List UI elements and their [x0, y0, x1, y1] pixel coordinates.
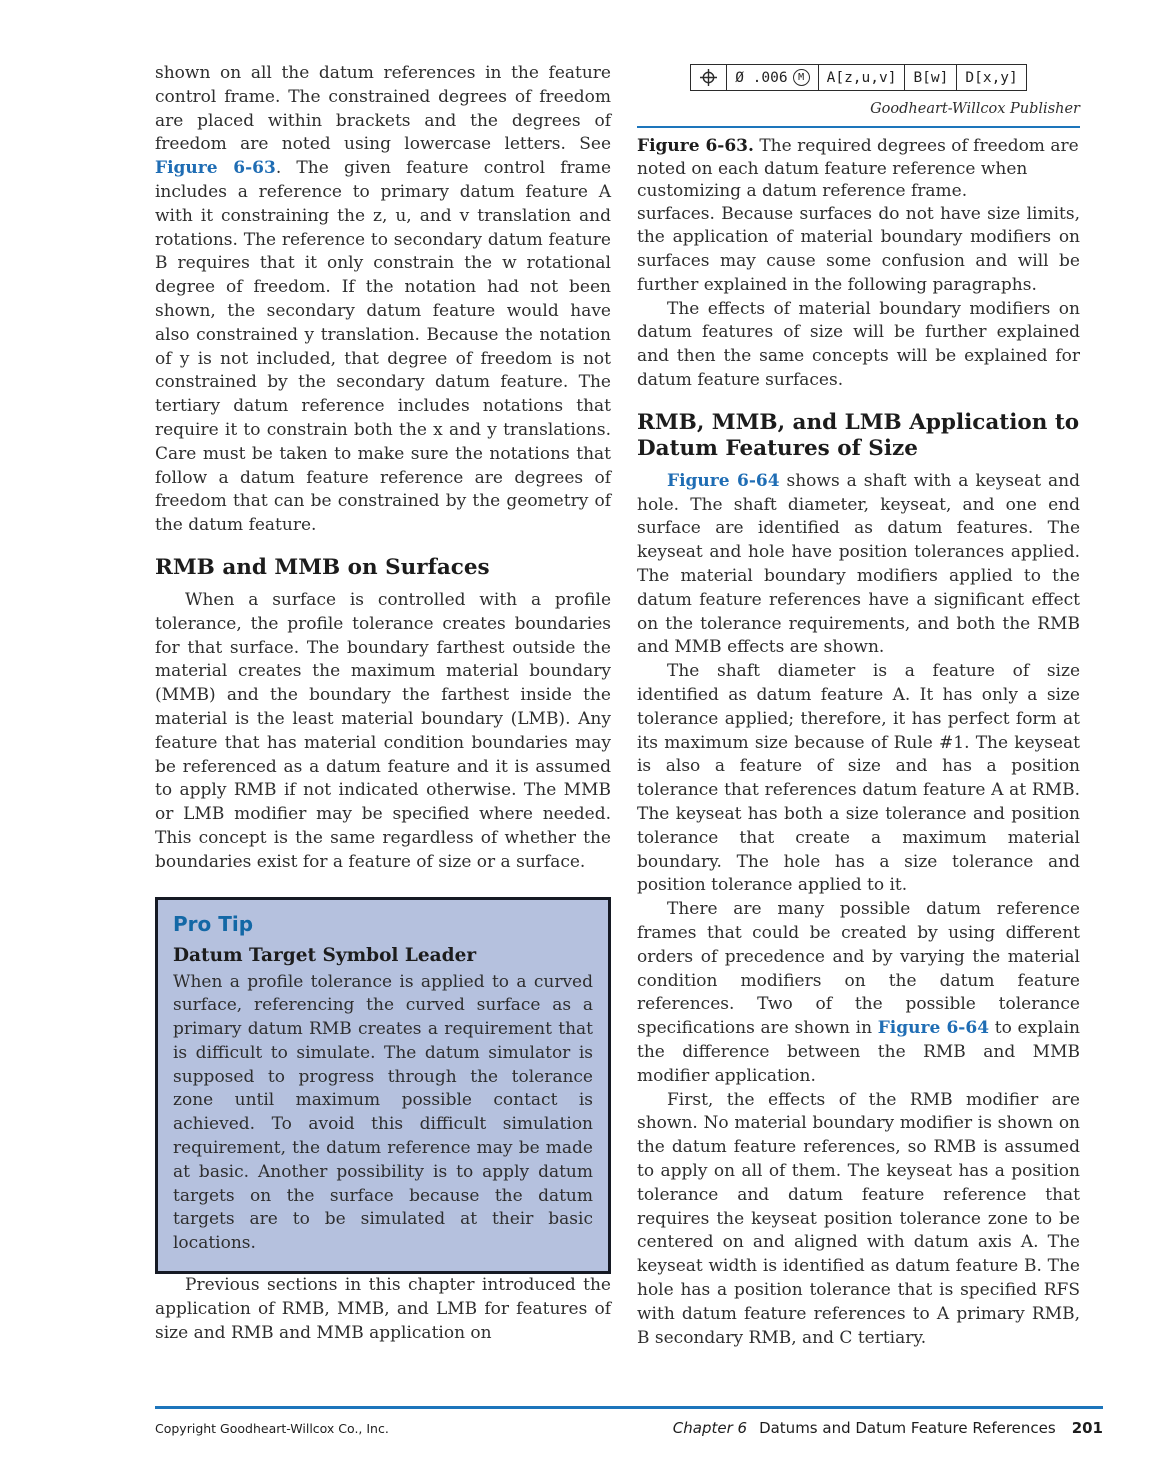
chapter-label: Chapter 6: [672, 1419, 748, 1437]
text-segment: to explain the difference between the RMB and MMB modifier application.: [637, 1018, 1080, 1086]
chapter-title: Datums and Datum Feature References: [759, 1419, 1056, 1437]
paragraph-reference-frames: [637, 898, 1080, 1088]
heading-rmb-mmb-lmb-size: RMB, MMB, and LMB Application to Datum Features of Size: [637, 409, 1080, 461]
mmb-modifier-icon: M: [793, 69, 810, 86]
text-segment: There are many possible datum reference frames that could be created by using different orders of precedence and by varying the material condition modifiers on the datum feature references. Two of the possible tolerance specifications are shown in: [637, 899, 1080, 1039]
text-segment: shows a shaft with a keyseat and hole. The shaft diameter, keyseat, and one end surface are identified as datum features. The keyseat and hole have position tolerances applied. The material boundary modifiers applied to the datum feature references have a significant effect on the tolerance requirements, and both the RMB and MMB effects are shown.: [637, 470, 1080, 658]
paragraph-shaft-diameter: The shaft diameter is a feature of size identified as datum feature A. It has only a size tolerance applied; therefore, it has perfect form at its maximum size because of Rule #1. The keyseat is also a feature of size and has a position tolerance that references datum feature A at RMB. The keyseat has both a size tolerance and position tolerance that create a maximum material boundary. The hole has a size tolerance and position tolerance applied to it.: [637, 661, 1080, 896]
figure-caption-label: Figure 6-63.: [637, 136, 754, 156]
fcf-tolerance-value: Ø .006: [735, 69, 788, 86]
fcf-cell-tolerance: [726, 65, 817, 90]
paragraph-dof-notation: [155, 62, 611, 538]
fcf-cell-datum-d: D[x,y]: [956, 65, 1025, 90]
protip-body: When a profile tolerance is applied to a curved surface, referencing the curved surface as a primary datum RMB creates a requirement that is difficult to simulate. The datum simulator is supposed to progress through the tolerance zone until maximum possible contact is achieved. To avoid this difficult simulation requirement, the datum reference may be made at basic. Another possibility is to apply datum targets on the surface because the datum targets are to be simulated at their basic locations.: [173, 971, 593, 1254]
heading-rmb-mmb-surfaces: RMB and MMB on Surfaces: [155, 554, 490, 580]
protip-label: Pro Tip: [173, 911, 254, 936]
figure-6-63: [637, 64, 1080, 203]
text-segment: shown on all the datum references in the feature control frame. The constrained degrees of freedom are placed within brackets and the degrees of freedom are noted using lowercase letters. See: [155, 63, 611, 155]
footer-rule: [155, 1406, 1103, 1409]
position-tolerance-icon: [699, 68, 718, 87]
paragraph-rmb-effects: First, the effects of the RMB modifier are shown. No material boundary modifier is shown on the datum feature references, so RMB is assumed to apply on all of them. The keyseat has a position tolerance and datum feature reference that requires the keyseat position tolerance zone to be centered on and aligned with datum axis A. The keyseat width is identified as datum feature B. The hole has a position tolerance that is specified RFS with datum feature references to A primary RMB, B secondary RMB, and C tertiary.: [637, 1089, 1080, 1348]
copyright-text: Copyright Goodheart-Willcox Co., Inc.: [155, 1421, 389, 1436]
paragraph-effects: The effects of material boundary modifiers on datum features of size will be further explained and then the same concepts will be explained for datum feature surfaces.: [637, 298, 1080, 391]
left-column: [155, 62, 611, 1345]
fcf-frame: [690, 64, 1027, 91]
right-column: [637, 62, 1080, 1350]
text-segment: . The given feature control frame includes a reference to primary datum feature A with it constraining the z, u, and v translation and rotations. The reference to secondary datum feature B requires that it only constrain the w rotational degree of freedom. If the notation had not been shown, the secondary datum feature would have also constrained y translation. Because the notation of y is not included, that degree of freedom is not constrained by the secondary datum feature. The tertiary datum reference includes notations that require it to constrain both the x and y translations. Care must be taken to make sure the notations that follow a datum feature reference are degrees of freedom that can be constrained by the geometry of the datum feature.: [155, 158, 611, 536]
footer-chapter-info: [673, 1419, 1103, 1437]
protip-box: [155, 897, 611, 1275]
paragraph-figure-6-64: [637, 470, 1080, 660]
figure-reference-link[interactable]: Figure 6-63: [155, 158, 276, 179]
figure-reference-link[interactable]: Figure 6-64: [667, 470, 780, 491]
figure-caption-text: The required degrees of freedom are noted on each datum feature reference when customizing a datum reference frame.: [637, 136, 1079, 201]
page-number: 201: [1071, 1419, 1103, 1437]
figure-caption-rule: [637, 126, 1080, 128]
fcf-cell-datum-a: A[z,u,v]: [818, 65, 905, 90]
fcf-cell-symbol: [691, 65, 726, 90]
protip-title: Datum Target Symbol Leader: [173, 944, 477, 966]
paragraph-surfaces-continued: surfaces. Because surfaces do not have size limits, the application of material boundary modifiers on surfaces may cause some confusion and will be further explained in the following paragraphs.: [637, 203, 1080, 295]
footer: [155, 1419, 1103, 1437]
paragraph-profile-boundaries: When a surface is controlled with a profile tolerance, the profile tolerance creates boundaries for that surface. The boundary farthest outside the material creates the maximum material boundary (MMB) and the boundary the farthest inside the material is the least material boundary (LMB). Any feature that has material condition boundaries may be referenced as a datum feature and it is assumed to apply RMB if not indicated otherwise. The MMB or LMB modifier may be specified where needed. This concept is the same regardless of whether the boundaries exist for a feature of size or a surface.: [155, 589, 611, 872]
paragraph-previous-sections: Previous sections in this chapter introduced the application of RMB, MMB, and LMB for features of size and RMB and MMB application on: [155, 1275, 611, 1343]
figure-reference-link[interactable]: Figure 6-64: [877, 1018, 990, 1039]
feature-control-frame: [637, 64, 1080, 91]
figure-credit: Goodheart-Willcox Publisher: [870, 101, 1080, 117]
figure-caption: [637, 135, 1080, 203]
fcf-cell-datum-b: B[w]: [904, 65, 956, 90]
